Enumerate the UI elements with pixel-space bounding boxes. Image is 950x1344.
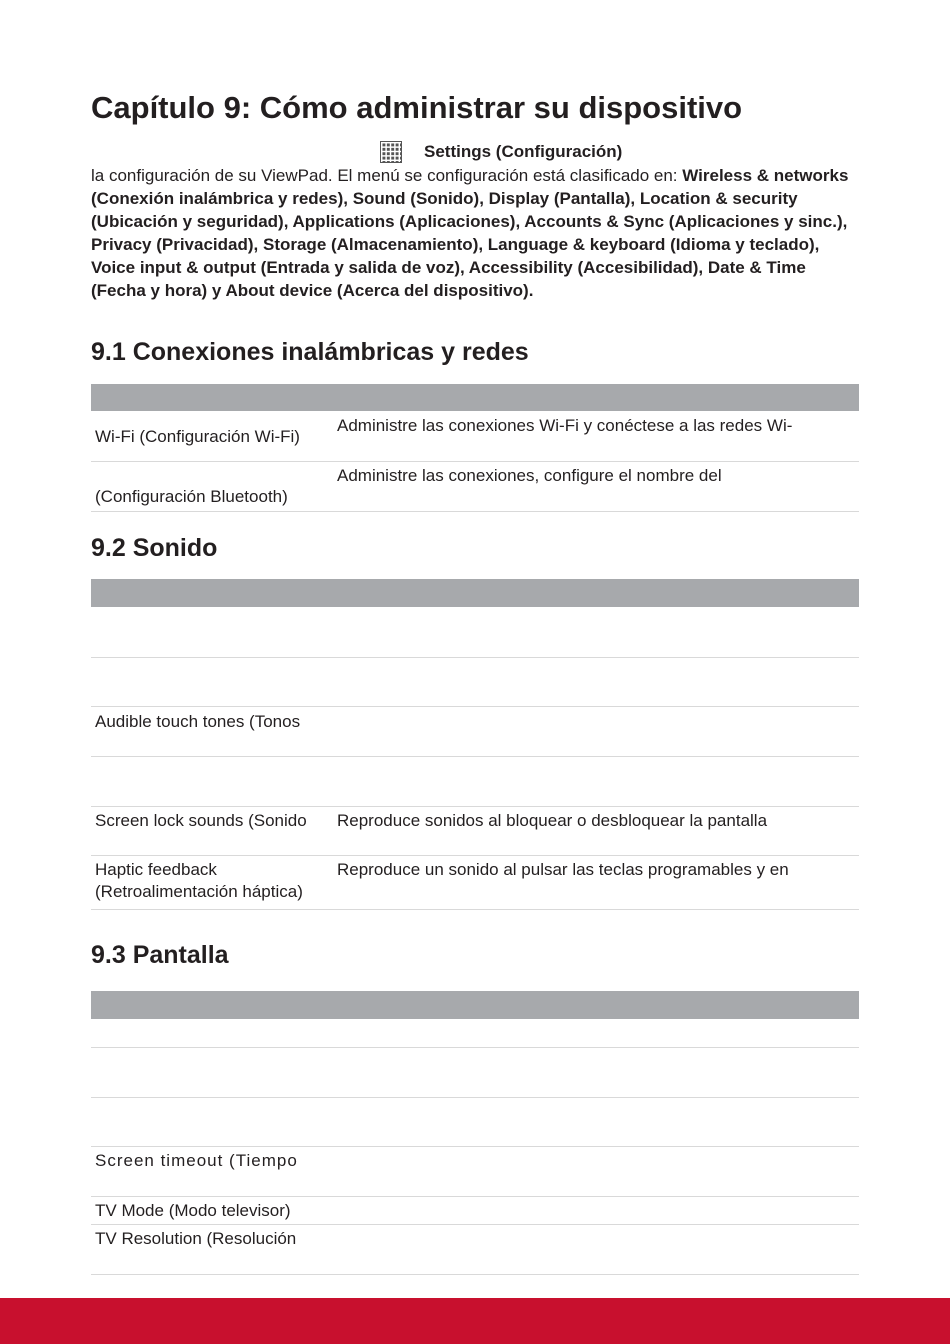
page-title: Capítulo 9: Cómo administrar su dispositivo [91, 90, 743, 125]
table-row [91, 658, 859, 707]
table-row [91, 707, 859, 757]
intro-plain: la configuración de su ViewPad. El menú se configuración está clasificado en: [91, 166, 683, 185]
row-name: (Configuración Bluetooth) [95, 487, 288, 506]
row-name: Wi-Fi (Configuración Wi-Fi) [95, 427, 300, 446]
table-row [91, 411, 859, 462]
table-row [91, 1197, 859, 1225]
sound-table [91, 579, 859, 910]
grid-icon [380, 141, 402, 163]
intro-paragraph [91, 164, 861, 302]
table-header [91, 579, 859, 607]
table-row [91, 807, 859, 856]
table-header [91, 384, 859, 411]
table-header [91, 991, 859, 1019]
section-heading-sound: 9.2 Sonido [91, 534, 218, 562]
row-name: Haptic feedback (Retroalimentación háptica) [95, 860, 303, 901]
table-row [91, 1048, 859, 1098]
table-row [91, 1147, 859, 1197]
row-name: Screen timeout (Tiempo [95, 1151, 298, 1170]
row-name: TV Resolution (Resolución [95, 1229, 297, 1248]
row-desc: Reproduce un sonido al pulsar las teclas programables y en [337, 860, 789, 879]
table-row [91, 1098, 859, 1147]
table-row [91, 757, 859, 807]
intro-bold: Wireless & networks (Conexión inalámbrica y redes), Sound (Sonido), Display (Pantalla), Location & security (Ubicación y seguridad), Applications (Aplicaciones), Accounts & Sync (Aplicaciones y sinc.), Privacy (Privacidad), Storage (Almacenamiento), Language & keyboard (Idioma y teclado), Voice input & output (Entrada y salida de voz), Accessibility (Accesibilidad), Date & Time (Fecha y hora) y About device (Acerca del dispositivo). [91, 166, 849, 300]
row-name: Screen lock sounds (Sonido [95, 811, 307, 830]
row-desc: Reproduce sonidos al bloquear o desbloquear la pantalla [337, 811, 768, 830]
display-table [91, 991, 859, 1275]
row-desc: Administre las conexiones Wi-Fi y conéctese a las redes Wi- [337, 416, 793, 435]
table-row [91, 856, 859, 910]
row-desc: Administre las conexiones, configure el nombre del [337, 466, 722, 485]
section-heading-display: 9.3 Pantalla [91, 941, 229, 969]
settings-line [380, 140, 622, 164]
wireless-table [91, 384, 859, 512]
table-row [91, 1225, 859, 1275]
section-heading-wireless: 9.1 Conexiones inalámbricas y redes [91, 338, 529, 366]
settings-label: Settings (Configuración) [424, 142, 623, 161]
table-row [91, 1019, 859, 1048]
table-row [91, 462, 859, 512]
row-name: Audible touch tones (Tonos [95, 712, 301, 731]
footer-bar [0, 1298, 950, 1344]
table-row [91, 607, 859, 658]
row-name: TV Mode (Modo televisor) [95, 1201, 291, 1220]
